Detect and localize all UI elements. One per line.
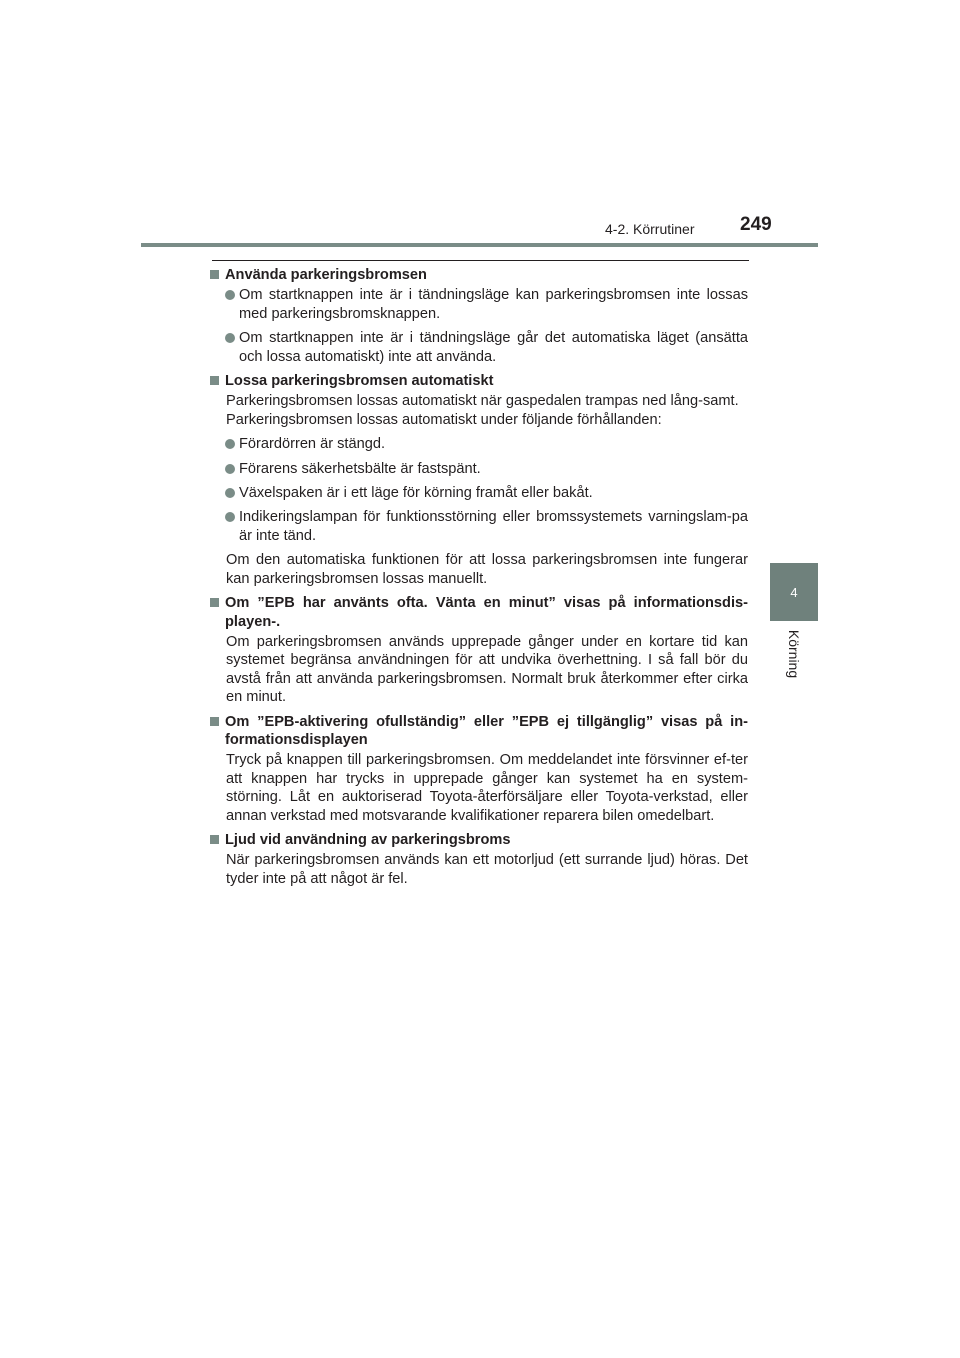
list-item <box>210 329 748 366</box>
section-heading-text: Om ”EPB har använts ofta. Vänta en minut” visas på informationsdis-playen-. <box>225 595 748 630</box>
chapter-tab-label: Körning <box>786 629 802 679</box>
section-epb-aktivering-ofullstandig <box>210 713 748 825</box>
section-epb-anvants-ofta <box>210 594 748 706</box>
list-item-text: Om startknappen inte är i tändningsläge kan parkeringsbromsen inte lossas med parkeringsbromsknappen. <box>239 287 748 322</box>
header-divider <box>141 243 818 247</box>
paragraph <box>210 851 748 888</box>
section-ljud-parkeringsbroms <box>210 831 748 888</box>
paragraph-text: När parkeringsbromsen används kan ett motorljud (ett surrande ljud) höras. Det tyder inte på att något är fel. <box>226 852 748 887</box>
chapter-tab-number: 4 <box>790 584 798 600</box>
square-bullet-icon <box>210 835 219 844</box>
page-number: 249 <box>740 214 772 235</box>
paragraph-text: Tryck på knappen till parkeringsbromsen. Om meddelandet inte försvinner ef-ter att knappen har trycks in upprepade gånger kan systemet ha en system-störning. Låt en auktoriserad Toyota-återförsäljare eller Toyota-verkstad, eller annan verkstad med motsvarande kvalifikationer reparera bilen omedelbart. <box>226 752 748 824</box>
circle-bullet-icon <box>225 439 235 449</box>
section-heading <box>210 713 748 750</box>
list-item <box>210 286 748 323</box>
section-heading <box>210 594 748 631</box>
header-section-title: 4-2. Körrutiner <box>605 221 695 237</box>
section-lossa-automatiskt <box>210 372 748 588</box>
square-bullet-icon <box>210 598 219 607</box>
list-item <box>210 508 748 545</box>
circle-bullet-icon <box>225 333 235 343</box>
paragraph-text: Parkeringsbromsen lossas automatiskt när gaspedalen trampas ned lång-samt. <box>226 393 739 410</box>
section-heading-text: Använda parkeringsbromsen <box>225 267 427 283</box>
list-item <box>210 484 748 502</box>
list-item-text: Förarens säkerhetsbälte är fastspänt. <box>239 460 481 477</box>
section-heading <box>210 372 748 390</box>
list-item-text: Förardörren är stängd. <box>239 436 386 453</box>
paragraph-text: Om den automatiska funktionen för att lossa parkeringsbromsen inte fungerar kan parkeringsbromsen lossas manuellt. <box>226 552 748 587</box>
section-heading <box>210 266 748 284</box>
chapter-tab <box>770 563 818 621</box>
paragraph <box>210 411 748 429</box>
square-bullet-icon <box>210 376 219 385</box>
section-heading <box>210 831 748 849</box>
list-item-text: Indikeringslampan för funktionsstörning eller bromssystemets varningslam-pa är inte tänd. <box>239 509 748 544</box>
section-heading-text: Ljud vid användning av parkeringsbroms <box>225 831 511 848</box>
circle-bullet-icon <box>225 488 235 498</box>
paragraph-text: Om parkeringsbromsen används upprepade gånger under en kortare tid kan systemet begränsa användningen för att undvika överhettning. I så fall bör du avstå från att använda parkeringsbromsen. Normalt bruk återkommer efter cirka en minut. <box>226 633 748 706</box>
paragraph <box>210 633 748 707</box>
section-heading-text: Lossa parkeringsbromsen automatiskt <box>225 373 494 390</box>
circle-bullet-icon <box>225 512 235 522</box>
list-item-text: Växelspaken är i ett läge för körning framåt eller bakåt. <box>239 485 593 502</box>
list-item-text: Om startknappen inte är i tändningsläge går det automatiska läget (ansätta och lossa automatiskt) inte att använda. <box>239 330 748 365</box>
list-item <box>210 460 748 478</box>
circle-bullet-icon <box>225 464 235 474</box>
square-bullet-icon <box>210 717 219 726</box>
list-item <box>210 435 748 453</box>
paragraph <box>210 392 748 410</box>
paragraph-text: Parkeringsbromsen lossas automatiskt under följande förhållanden: <box>226 411 662 428</box>
square-bullet-icon <box>210 270 219 279</box>
circle-bullet-icon <box>225 290 235 300</box>
section-anvanda-parkeringsbromsen <box>210 266 748 366</box>
content-divider <box>212 260 749 261</box>
paragraph <box>210 751 748 825</box>
section-heading-text: Om ”EPB-aktivering ofullständig” eller ”EPB ej tillgänglig” visas på in-formationsdisplayen <box>225 713 748 748</box>
paragraph <box>210 551 748 588</box>
content-body <box>210 266 748 891</box>
